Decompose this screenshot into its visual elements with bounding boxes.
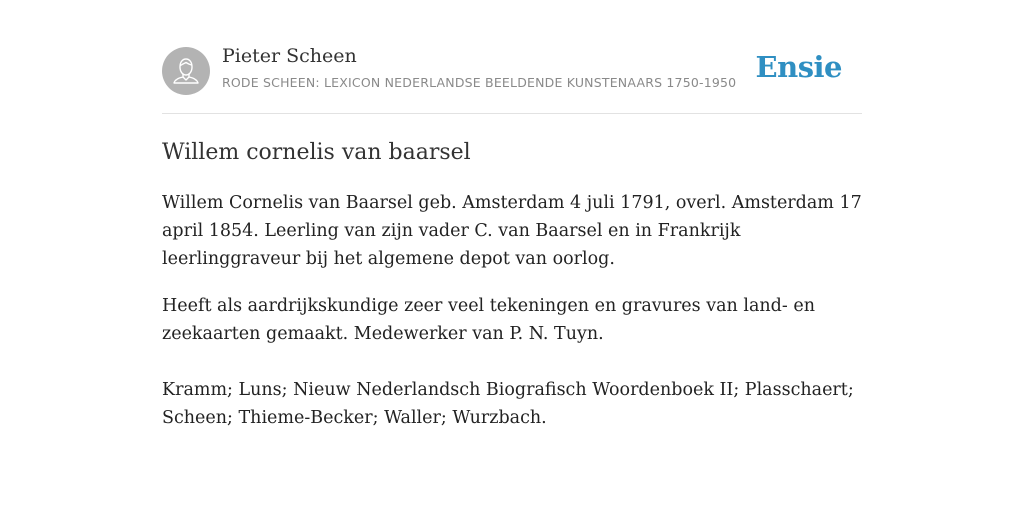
avatar[interactable] xyxy=(162,47,210,95)
page-title: Willem cornelis van baarsel xyxy=(162,140,471,165)
source-title[interactable]: RODE SCHEEN: LEXICON NEDERLANDSE BEELDENDE KUNSTENAARS 1750-1950 xyxy=(222,75,737,90)
user-silhouette-icon xyxy=(162,47,210,95)
article-header xyxy=(162,44,862,114)
article-card xyxy=(162,44,862,432)
references: Kramm; Luns; Nieuw Nederlandsch Biografisch Woordenboek II; Plasschaert; Scheen; Thieme-Becker; Waller; Wurzbach. xyxy=(162,380,854,428)
author-name[interactable]: Pieter Scheen xyxy=(222,45,357,67)
brand-logo[interactable]: Ensie xyxy=(755,50,842,84)
article-paragraph: Heeft als aardrijkskundige zeer veel tekeningen en gravures van land- en zeekaarten gemaakt. Medewerker van P. N. Tuyn. xyxy=(162,296,815,344)
article-paragraph: Willem Cornelis van Baarsel geb. Amsterdam 4 juli 1791, overl. Amsterdam 17 april 1854. Leerling van zijn vader C. van Baarsel en in Frankrijk leerlinggraveur bij het algemene depot van oorlog. xyxy=(162,193,862,269)
